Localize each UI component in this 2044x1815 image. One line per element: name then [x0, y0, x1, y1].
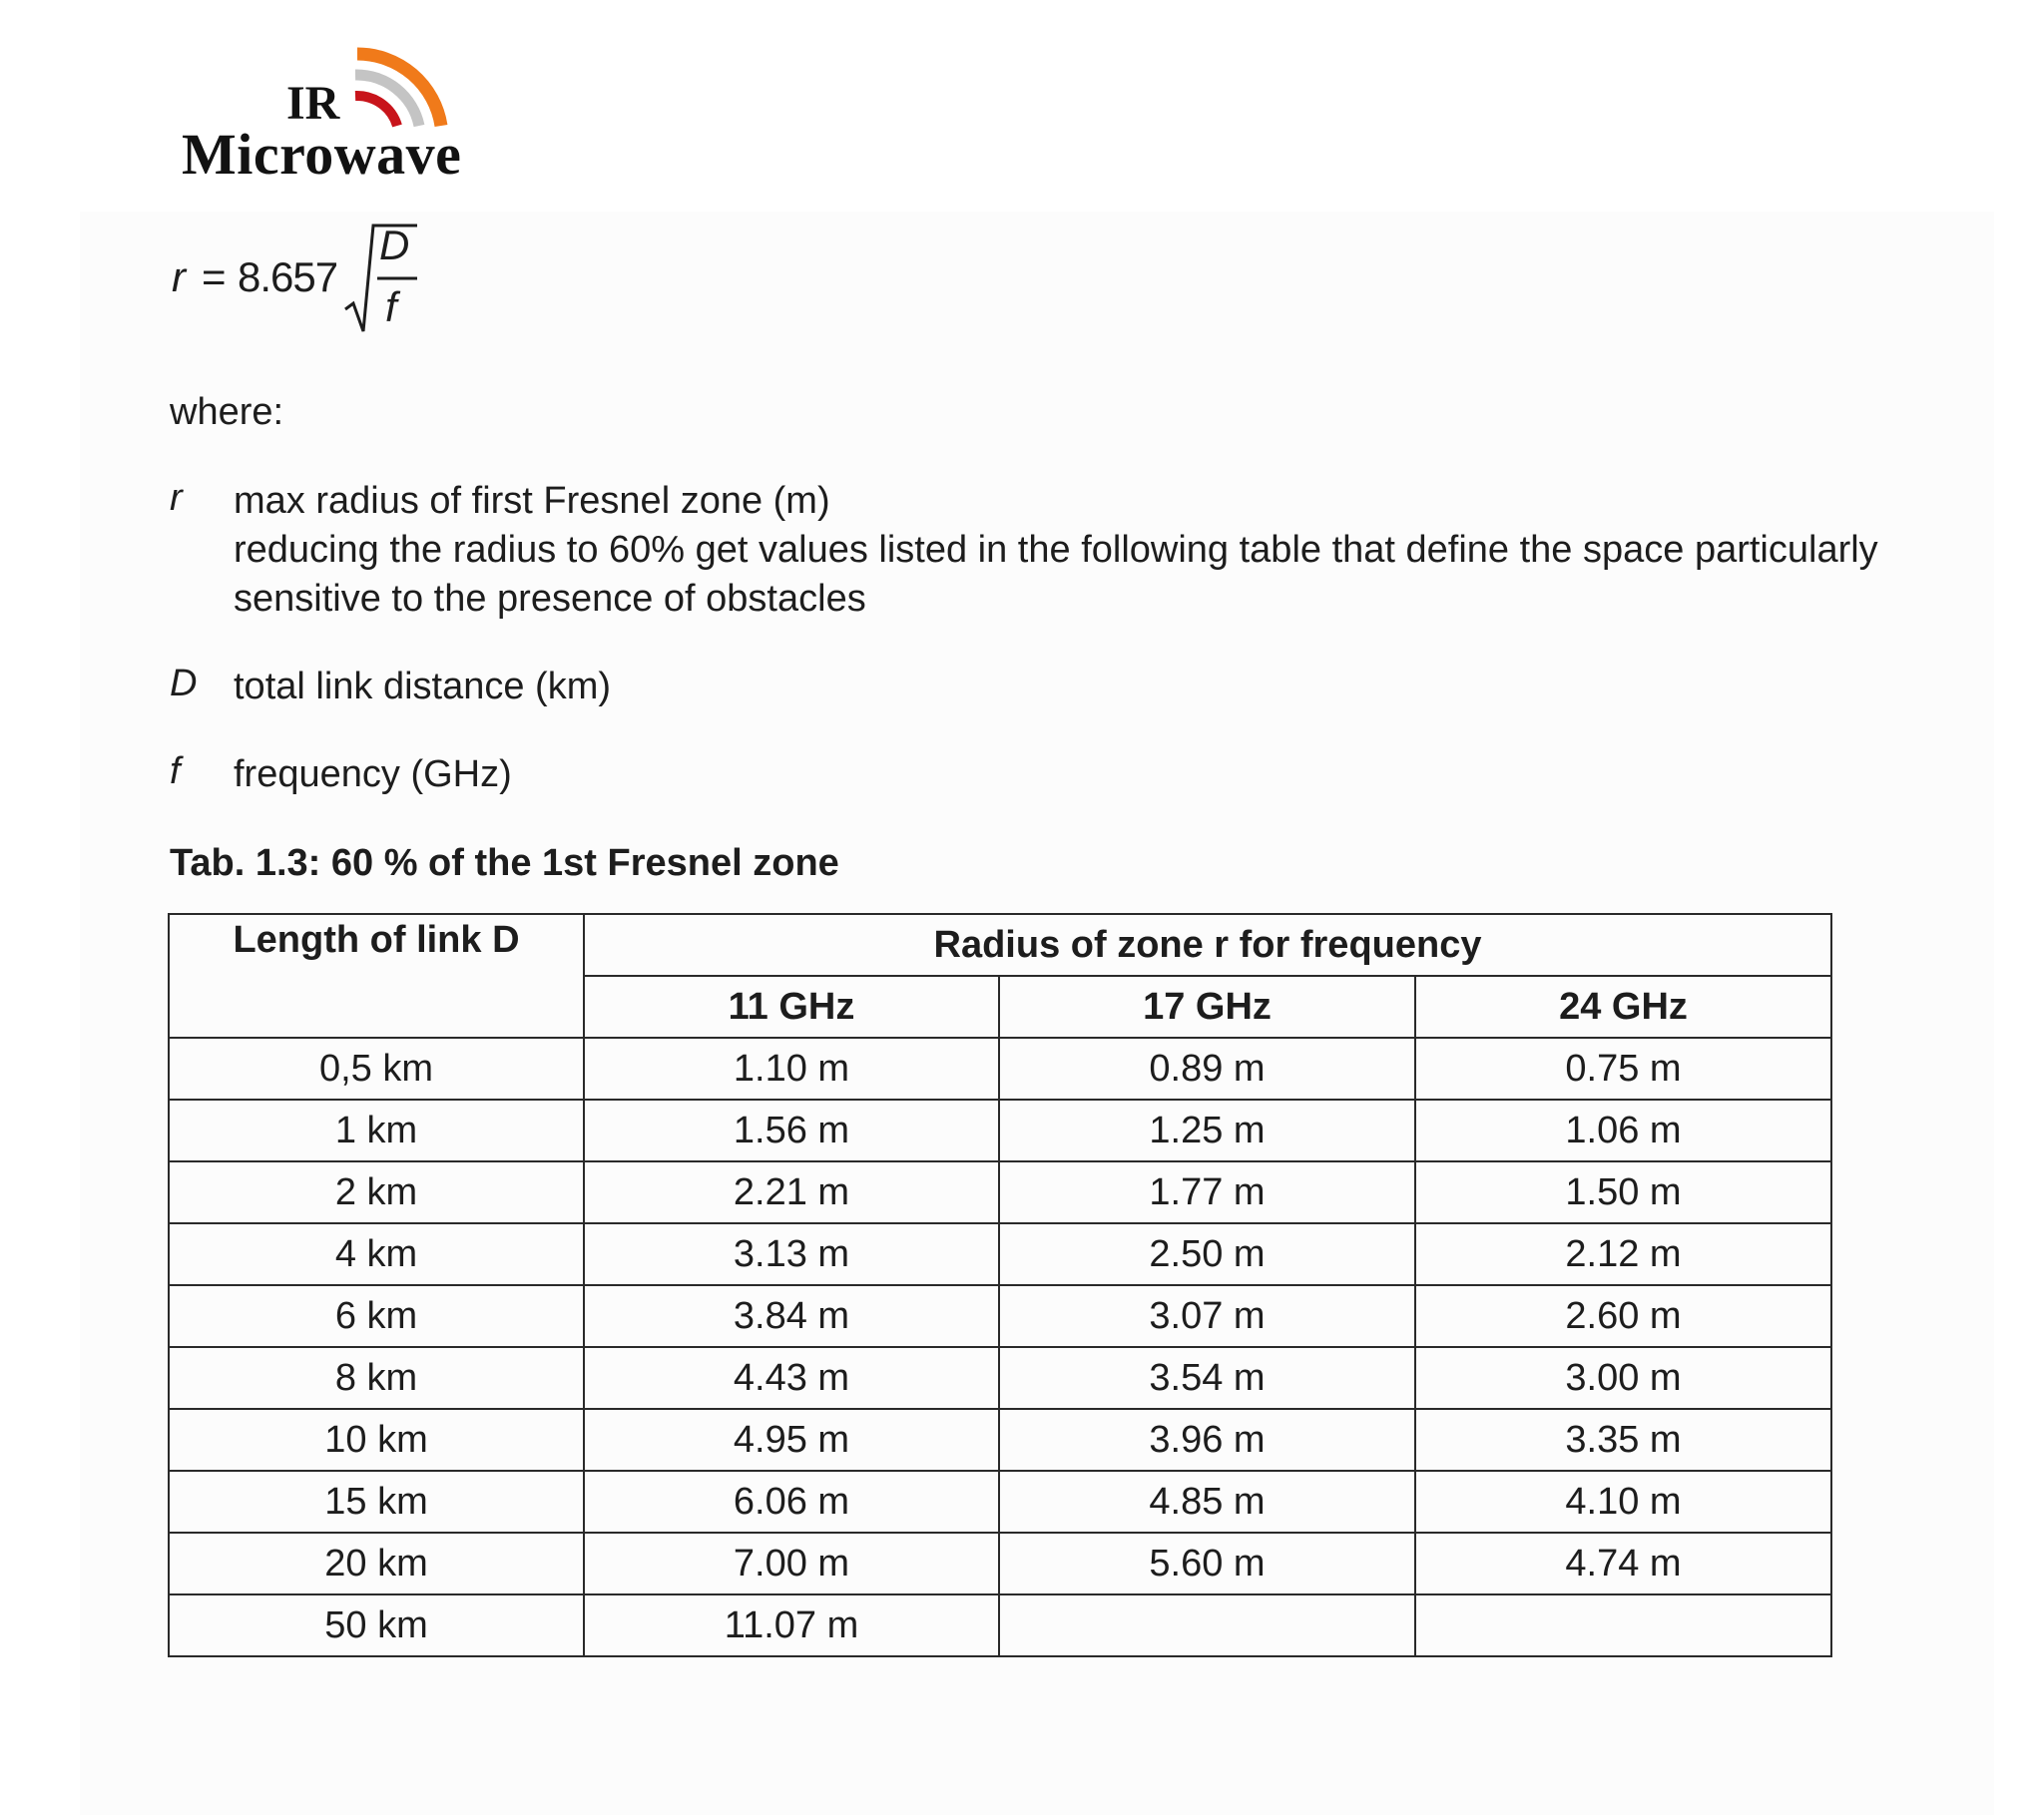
cell-link-length: 50 km [169, 1594, 584, 1656]
table-body [169, 1038, 1831, 1656]
cell-radius: 4.43 m [584, 1347, 999, 1409]
cell-link-length: 4 km [169, 1223, 584, 1285]
cell-link-length: 8 km [169, 1347, 584, 1409]
fresnel-table [168, 913, 1832, 1657]
cell-radius: 2.50 m [999, 1223, 1415, 1285]
formula-equals: = [202, 253, 227, 300]
definition-symbol: r [170, 477, 183, 519]
cell-radius: 3.54 m [999, 1347, 1415, 1409]
table-row [169, 1100, 1831, 1161]
header-frequency: 17 GHz [999, 976, 1415, 1038]
definition-text [234, 750, 2044, 799]
cell-radius: 4.85 m [999, 1471, 1415, 1533]
table-row [169, 1347, 1831, 1409]
definition-line: sensitive to the presence of obstacles [234, 578, 866, 620]
definition-line: total link distance (km) [234, 666, 612, 707]
definition-text [234, 477, 2044, 624]
cell-radius: 4.95 m [584, 1409, 999, 1471]
cell-link-length: 10 km [169, 1409, 584, 1471]
cell-link-length: 0,5 km [169, 1038, 584, 1100]
logo [180, 48, 462, 187]
cell-radius: 6.06 m [584, 1471, 999, 1533]
table-row [169, 1161, 1831, 1223]
cell-radius: 0.75 m [1415, 1038, 1831, 1100]
table-row [169, 1471, 1831, 1533]
fresnel-formula [168, 222, 427, 333]
cell-radius: 2.21 m [584, 1161, 999, 1223]
formula-constant: 8.657 [238, 253, 338, 300]
definition-symbol: f [170, 750, 181, 792]
table-caption: Tab. 1.3: 60 % of the 1st Fresnel zone [170, 842, 839, 884]
cell-link-length: 6 km [169, 1285, 584, 1347]
table-row [169, 1223, 1831, 1285]
cell-radius: 3.35 m [1415, 1409, 1831, 1471]
definition-text [234, 663, 2044, 711]
definition-line: frequency (GHz) [234, 753, 512, 795]
cell-link-length: 1 km [169, 1100, 584, 1161]
cell-radius: 3.00 m [1415, 1347, 1831, 1409]
cell-link-length: 15 km [169, 1471, 584, 1533]
cell-radius: 11.07 m [584, 1594, 999, 1656]
cell-radius [999, 1594, 1415, 1656]
logo-ir-text: IR [286, 77, 340, 130]
cell-radius: 3.96 m [999, 1409, 1415, 1471]
formula-denominator: f [385, 283, 397, 330]
cell-radius: 3.07 m [999, 1285, 1415, 1347]
table-row [169, 1285, 1831, 1347]
cell-radius: 7.00 m [584, 1533, 999, 1594]
cell-radius [1415, 1594, 1831, 1656]
cell-radius: 1.56 m [584, 1100, 999, 1161]
definition-line: max radius of first Fresnel zone (m) [234, 480, 830, 522]
cell-link-length: 2 km [169, 1161, 584, 1223]
cell-radius: 1.50 m [1415, 1161, 1831, 1223]
definition-symbol: D [170, 663, 198, 704]
cell-link-length: 20 km [169, 1533, 584, 1594]
cell-radius: 0.89 m [999, 1038, 1415, 1100]
cell-radius: 3.13 m [584, 1223, 999, 1285]
header-length: Length of link D [169, 914, 584, 1038]
cell-radius: 5.60 m [999, 1533, 1415, 1594]
table-row [169, 1594, 1831, 1656]
cell-radius: 4.74 m [1415, 1533, 1831, 1594]
formula-numerator: D [379, 222, 410, 268]
definition-line: reducing the radius to 60% get values listed in the following table that define the space particularly [234, 529, 1878, 571]
cell-radius: 1.77 m [999, 1161, 1415, 1223]
where-label: where: [170, 391, 284, 433]
header-radius-group: Radius of zone r for frequency [584, 914, 1831, 976]
header-frequency: 11 GHz [584, 976, 999, 1038]
formula-lhs: r [172, 253, 186, 300]
logo-wordmark: Microwave [182, 122, 462, 187]
cell-radius: 1.25 m [999, 1100, 1415, 1161]
table-row [169, 1533, 1831, 1594]
cell-radius: 2.60 m [1415, 1285, 1831, 1347]
cell-radius: 4.10 m [1415, 1471, 1831, 1533]
table-row [169, 1038, 1831, 1100]
cell-radius: 1.10 m [584, 1038, 999, 1100]
table-row [169, 1409, 1831, 1471]
cell-radius: 1.06 m [1415, 1100, 1831, 1161]
header-frequency: 24 GHz [1415, 976, 1831, 1038]
cell-radius: 2.12 m [1415, 1223, 1831, 1285]
cell-radius: 3.84 m [584, 1285, 999, 1347]
